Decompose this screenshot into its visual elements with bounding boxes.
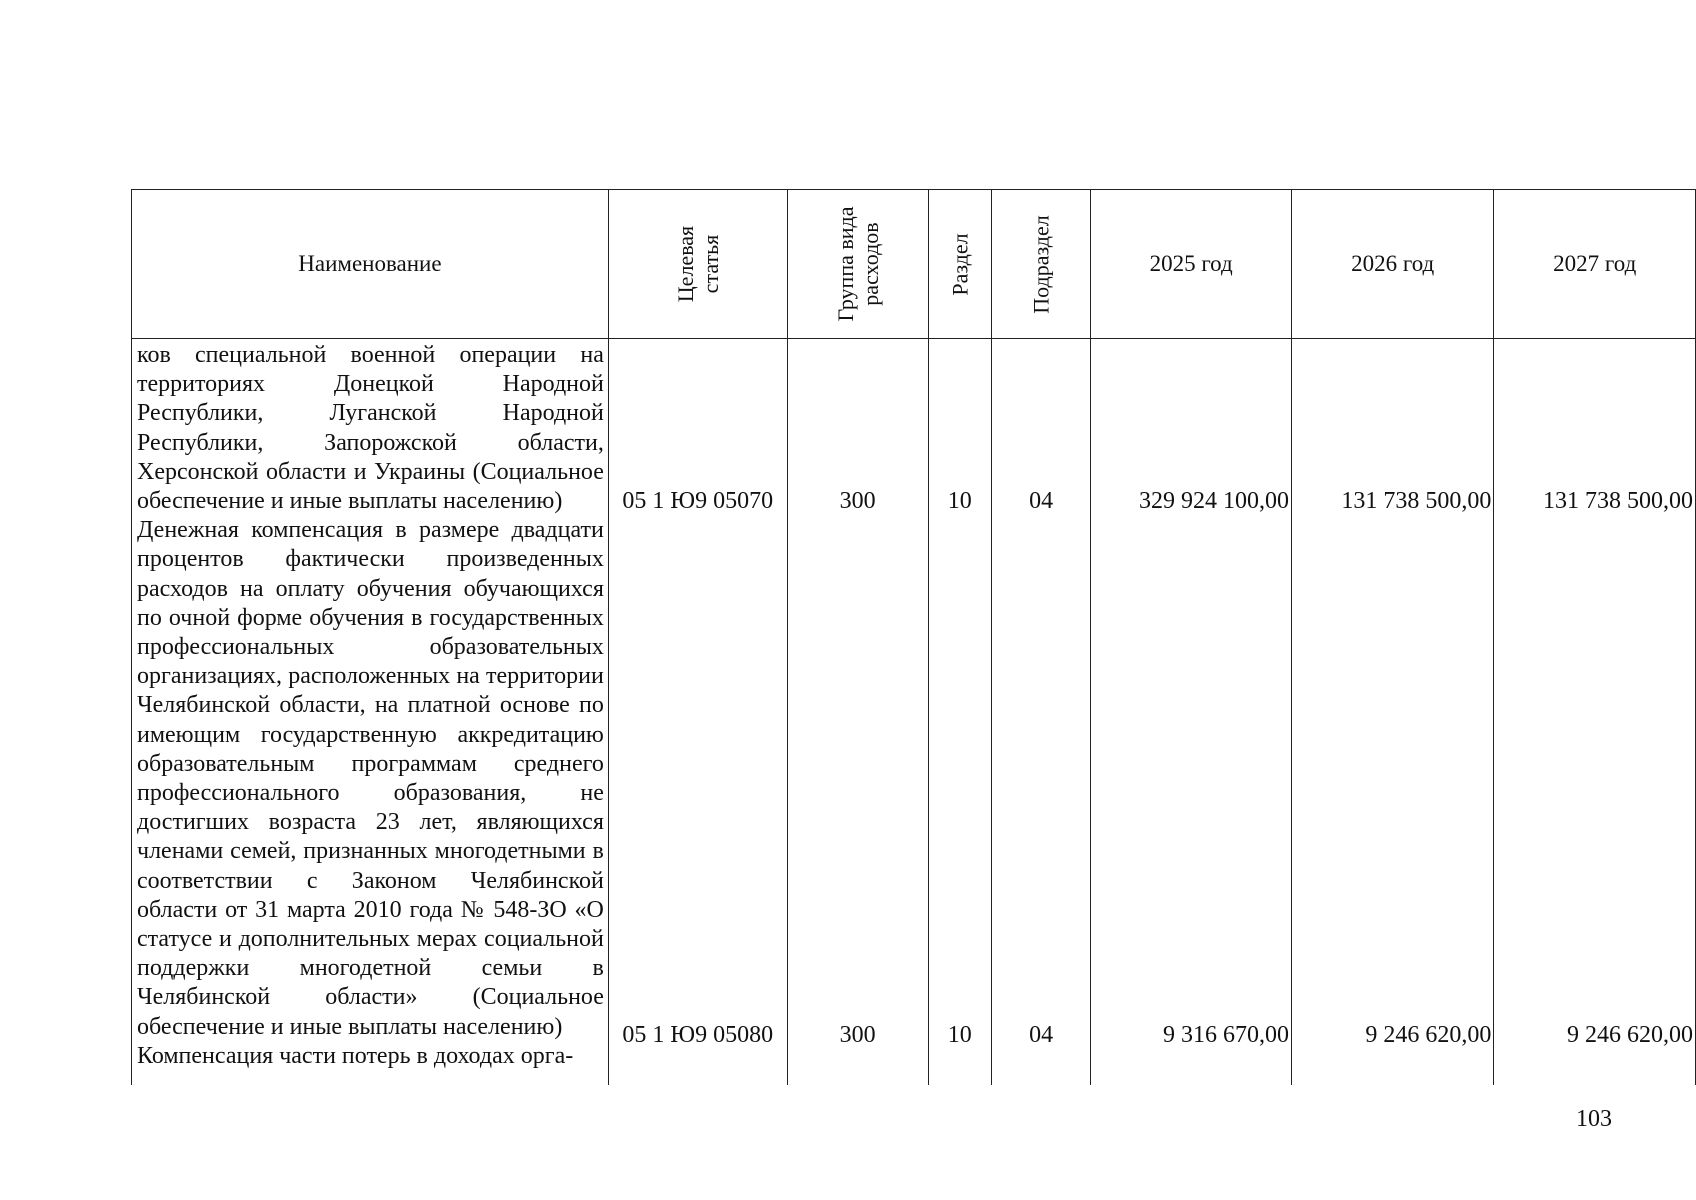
table-header-row <box>132 190 1696 339</box>
expense-group-1: 300 <box>839 488 876 514</box>
header-target-article: Целевая статья <box>608 190 787 339</box>
budget-table <box>131 189 1696 1085</box>
header-year-2025: 2025 год <box>1091 190 1292 339</box>
subsection-cell <box>991 339 1090 1086</box>
page-number: 103 <box>1576 1106 1612 1132</box>
target-article-1: 05 1 Ю9 05070 <box>622 488 774 514</box>
section-2: 10 <box>947 1022 972 1048</box>
header-subsection: Подраздел <box>991 190 1090 339</box>
name-text-2: Денежная компенсация в размере двадцати процентов фактически произведенных расходов на оплату обучения обучающихся по очной форме обучения в государственных профессиональных образовательных организациях, расположенных на территории Челябинской области, на платной основе по имеющим государственную аккредитацию образовательным программам среднего профессионального образования, не достигших возраста 23 лет, являющихся членами семей, признанных многодетными в соответствии с Законом Челябинской области от 31 марта 2010 года № 548-ЗО «О статусе и дополнительных мерах социальной поддержки многодетной семьи в Челябинской области» (Социальное обеспечение и иные выплаты населению) <box>137 517 604 1040</box>
target-article-2: 05 1 Ю9 05080 <box>622 1022 774 1048</box>
name-text-3: Компенсация части потерь в доходах орга- <box>137 1042 574 1069</box>
header-year-2027: 2027 год <box>1494 190 1696 339</box>
year-2027-cell <box>1494 339 1696 1086</box>
subsection-2: 04 <box>1029 1022 1054 1048</box>
expense-group-cell <box>787 339 928 1086</box>
subsection-1: 04 <box>1029 488 1054 514</box>
header-year-2026: 2026 год <box>1291 190 1493 339</box>
year-2027-value-2: 9 246 620,00 <box>1567 1022 1693 1048</box>
year-2026-value-1: 131 738 500,00 <box>1341 488 1492 514</box>
header-section: Раздел <box>928 190 991 339</box>
year-2025-value-1: 329 924 100,00 <box>1138 488 1289 514</box>
year-2025-value-2: 9 316 670,00 <box>1162 1022 1289 1048</box>
section-1: 10 <box>947 488 972 514</box>
section-cell <box>928 339 991 1086</box>
target-article-cell <box>608 339 787 1086</box>
name-text-1: ков специальной военной операции на территориях Донецкой Народной Республики, Луганской Народной Республики, Запорожской области, Херсонской области и Украины (Социальное обеспечение и иные выплаты населению) <box>137 342 604 515</box>
header-name: Наименование <box>132 190 609 339</box>
table-row <box>132 339 1696 1086</box>
expense-group-2: 300 <box>839 1022 876 1048</box>
year-2026-cell <box>1291 339 1493 1086</box>
year-2026-value-2: 9 246 620,00 <box>1365 1022 1492 1048</box>
name-cell <box>132 339 609 1086</box>
year-2027-value-1: 131 738 500,00 <box>1543 488 1693 514</box>
header-expense-group: Группа вида расходов <box>787 190 928 339</box>
year-2025-cell <box>1091 339 1292 1086</box>
